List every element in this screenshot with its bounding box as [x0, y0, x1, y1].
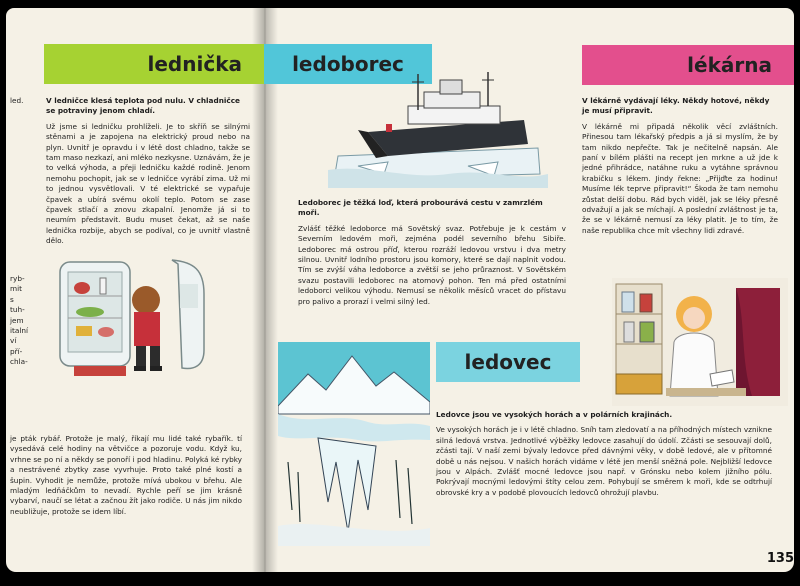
- page-number: 135: [766, 551, 794, 566]
- ledoborec-body: Zvlášť těžké ledoborce má Sovětský svaz. Potřebuje je k cestám v Severním ledovém moři, zejména podél severního břehu Sibiře. Ledoborec má ostrou příď, kterou rozráží ledovou vrstvu i dva metry silnou. Uvnitř lodního prostoru jsou komory, které se dají naplnit vodou. Tím se zvýší váha ledoborce a zvětší se jeho průraznost. V Sovětském svazu postavili ledoborec na atomový pohon. Ten má před ostatními ledoborci velikou výhodu. Nemusí se několik měsíců vracet do přístavu pro palivo a prorazí i velmi silný led.: [298, 223, 566, 306]
- icebreaker-ship-illustration: [328, 70, 548, 188]
- heading-lekarna: [582, 45, 794, 85]
- ledovec-body: Ve vysokých horách je i v létě chladno. Sníh tam zledovatí a na příhodných místech vznikne silná ledová vrstva. Jednotlivé výběžky ledovce zasahují do údolí. Zčásti se sesouvají dolů, zčásti tají. V naší zemi bývaly ledovce před dávnými věky, v době ledové, ale v přítomné době u nás nejsou. V našich horách vidáme v létě jen menší sněžná pole. Nejbližší ledovce jsou v Alpách. Zvlášť mocné ledovce jsou např. v Grónsku nebo kolem jižního pólu. Pokrývají mocnými ledovými štíty celou zem. Pohybují se směrem k moři, kde se odtrhují obrovské kry a v podobě plovoucích ledovců ohrožují plavbu.: [436, 425, 772, 497]
- article-lednicka: [46, 96, 250, 252]
- article-lekarna: [582, 96, 778, 241]
- heading-ledovec-text: ledovec: [464, 350, 552, 374]
- heading-ledovec: [436, 342, 580, 382]
- fragment-side-line: tuh-: [10, 305, 25, 315]
- article-ledovec: [436, 410, 772, 503]
- ledoborec-lead: Ledoborec je těžká loď, která probourává cestu v zamrzlém moři.: [298, 198, 543, 218]
- glacier-illustration: [278, 342, 430, 546]
- lekarna-lead: V lékárně vydávají léky. Někdy hotové, někdy je musí připravit.: [582, 96, 770, 116]
- heading-lekarna-text: lékárna: [687, 53, 772, 77]
- heading-lednicka-text: lednička: [147, 52, 242, 76]
- fragment-side-line: italní: [10, 326, 29, 336]
- fridge-boy-illustration: [54, 254, 214, 382]
- ryba-body: je pták rybář. Protože je malý, říkají mu lidé také rybařík. tí vysedává celé hodiny na větvičce a pozoruje vodu. Když ku, vrhne se po ní a někdy se ponoří i pod hladinu. Polyká ké rybky a nestrávené zbytky zase vyvrhuje. Proto také plné kostí a šupin. Vyhodit je nemůže, protože mívá ubokou v břehu. Ale mladým ledňáčkům to nevadí. Rychle peří se jim krásně vybarví, naučí se létat a začnou žít jako rodiče. U nás jim nikdo neubližuje, protože se idem líbí.: [10, 434, 242, 516]
- ledovec-lead: Ledovce jsou ve vysokých horách a v polárních krajinách.: [436, 410, 673, 419]
- fragment-top: led.: [10, 96, 24, 105]
- lednicka-lead: V ledničce klesá teplota pod nulu. V chladničce se potraviny jenom chladí.: [46, 96, 240, 116]
- fragment-side-line: ví: [10, 336, 17, 346]
- fragment-side-line: chla-: [10, 357, 28, 367]
- fragment-side-line: ryb-: [10, 274, 25, 283]
- fragment-side-line: pří-: [10, 346, 23, 356]
- pharmacy-illustration: [612, 278, 788, 406]
- fragment-side-column: [10, 274, 40, 368]
- article-ryba: [10, 434, 242, 522]
- article-ledoborec: [298, 198, 566, 312]
- fragment-side-line: s: [10, 294, 14, 304]
- fragment-side-line: jem: [10, 315, 24, 325]
- fragment-side-line: mit: [10, 284, 22, 294]
- heading-ledoborec-text: ledoborec: [292, 52, 404, 76]
- heading-lednicka: [44, 44, 264, 84]
- book-gutter: [252, 8, 278, 572]
- lednicka-body: Už jsme si ledničku prohlíželi. Je to skříň se silnými stěnami a je zapojena na elektrický proud nebo na plyn. Uvnitř je opravdu i v létě dost chladno, takže se tam maso nezkazí, ani mléko nezkysne. Uznávám, že je to velká výhoda, a přeji ledničku každé rodině. Jenom nemohu pochopit, jak se v ledničce vyrábí zima. Už mi to jednou vysvětlovali. V té elektrické se vypařuje čpavek a ubírá svému okolí teplo. Potom se zase čpavek stlačí a znovu zkapalní. Jenomže já si to neumím představit. Budu muset čekat, až se naše lednička rozbije, abych se podíval, co je uvnitř vlastně dělo.: [46, 121, 250, 246]
- lekarna-body: V lékárně mi připadá několik věcí zvláštních. Přinesou tam lékařský předpis a já si myslím, že by tam nikdo nepřečte. Tak je nečitelně napsán. Ale paní v bílém plášti na recept jen mrkne a už jde k jedné přihrádce, natáhne ruku a vytáhne správnou krabičku s lékem. Jindy řekne: „Přijďte za hodinu! Musíme lék teprve připravit!“ Škoda že tam nemohu zůstat delší dobu. Rád bych viděl, jak se léky přesně odvažují a jak se míchají. A poslední zvláštnost je ta, že se v lékárně nemusí za léky platit. Je to tím, že naše republika chce mít všechny lidi zdravé.: [582, 121, 778, 235]
